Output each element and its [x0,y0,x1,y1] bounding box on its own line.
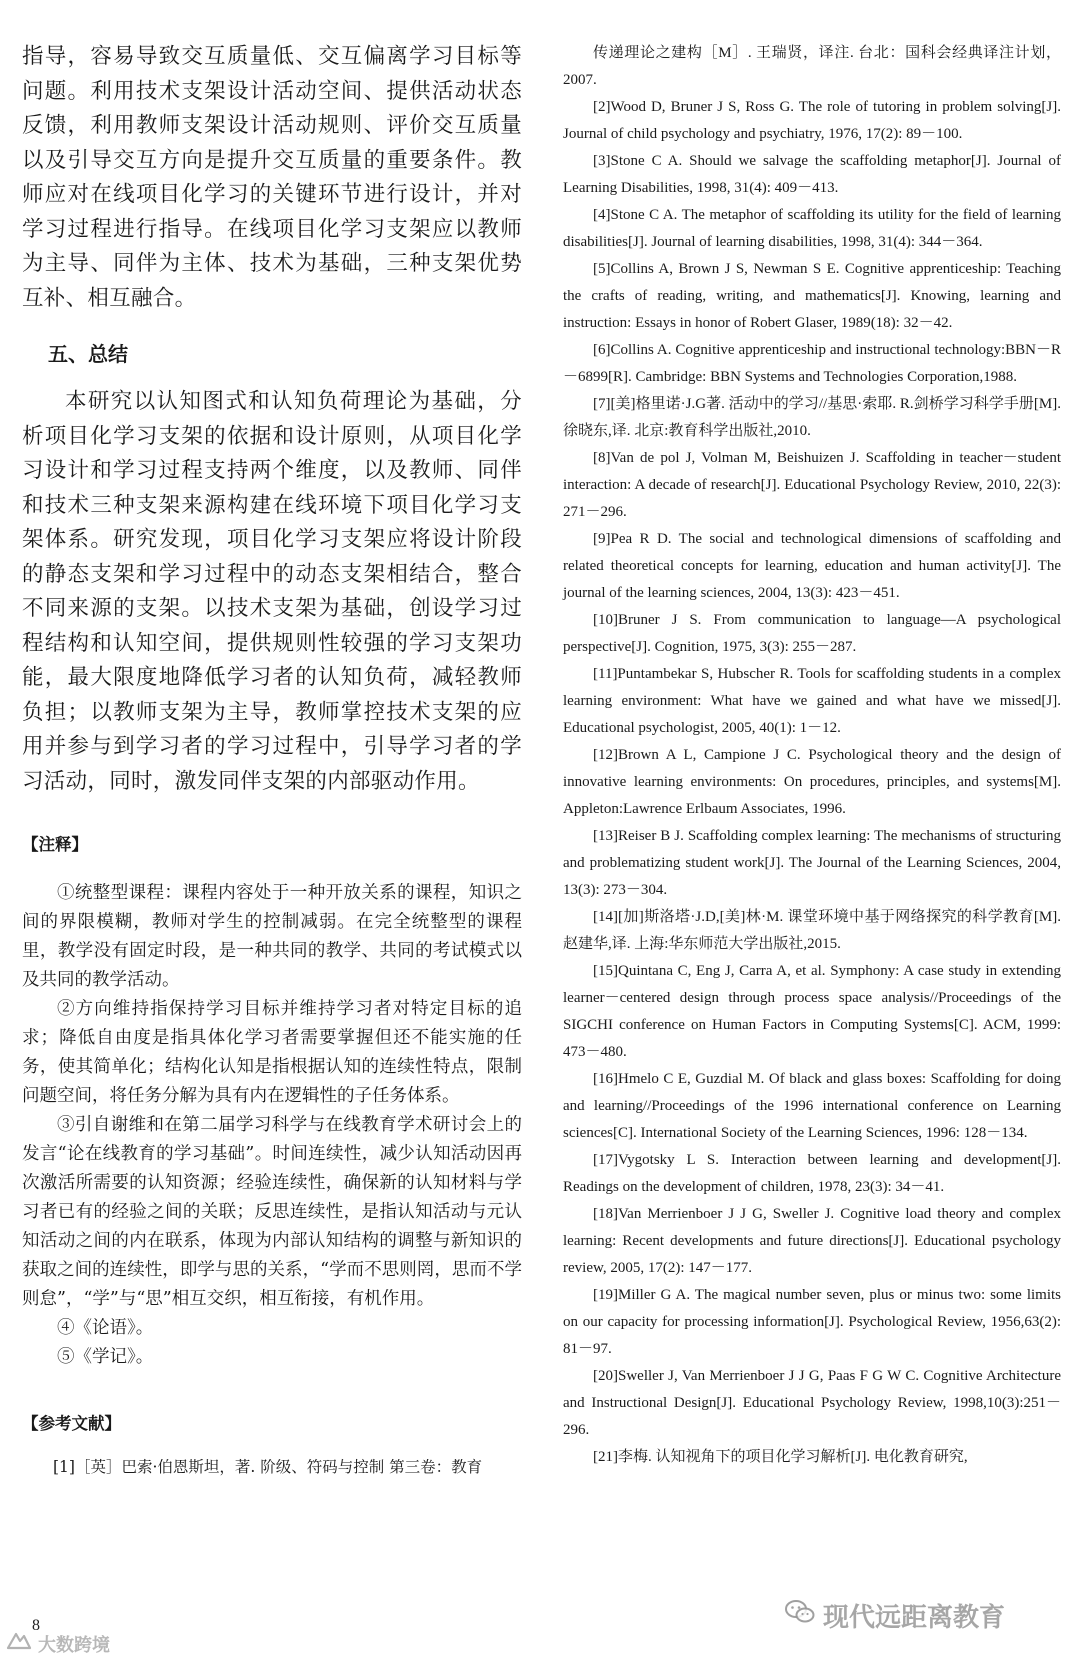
reference-item: [10]Bruner J S. From communication to language—A psychological perspective[J]. Cognition, 1975, 3(3): 255－287. [563,612,1061,655]
reference-item: [2]Wood D, Bruner J S, Ross G. The role of tutoring in problem solving[J]. Journal of child psychology and psychiatry, 1976, 17(2): 89－100. [563,99,1061,142]
watermark-logo-icon [6,1630,32,1657]
wechat-icon [785,1599,815,1632]
watermark-left-text: 大数跨境 [38,1634,110,1656]
reference-item: [18]Van Merrienboer J J G, Sweller J. Cognitive load theory and complex learning: Recent developments and future directions[J]. Educational psychology review, 2005, 17(2): 147－177. [563,1206,1061,1276]
reference-item: [21]李梅. 认知视角下的项目化学习解析[J]. 电化教育研究, [593,1449,968,1465]
reference-item: [8]Van de pol J, Volman M, Beishuizen J. Scaffolding in teacher－student interaction: A decade of research[J]. Educational Psychology Review, 2010, 22(3): 271－296. [563,450,1061,520]
reference-item: 传递理论之建构［M］. 王瑞贤，译注. 台北：国科会经典译注计划，2007. [563,45,1061,88]
page-number: 8 [32,1617,40,1634]
reference-item: [14][加]斯洛塔·J.D,[美]林·M. 课堂环境中基于网络探究的科学教育[M]. 赵建华,译. 上海:华东师范大学出版社,2015. [563,909,1061,952]
reference-item: [3]Stone C A. Should we salvage the scaffolding metaphor[J]. Journal of Learning Disabilities, 1998, 31(4): 409－413. [563,153,1061,196]
references-list [563,40,1061,1471]
notes-heading: 【注释】 [22,835,88,854]
summary-heading: 五、总结 [48,342,128,366]
reference-item: [13]Reiser B J. Scaffolding complex learning: The mechanisms of structuring and problematizing student work[J]. The Journal of the Learning Sciences, 2004, 13(3): 273－304. [563,828,1061,898]
note-item: ②方向维持指保持学习目标并维持学习者对特定目标的追求；降低自由度是指具体化学习者需要掌握但还不能实施的任务，使其简单化；结构化认知是指根据认知的连续性特点，限制问题空间，将任务分解为具有内在逻辑性的子任务体系。 [22,999,522,1106]
left-column [22,40,522,1481]
watermark-left [6,1630,110,1657]
reference-item: [11]Puntambekar S, Hubscher R. Tools for scaffolding students in a complex learning environment: What have we gained and what have we missed[J]. Educational psychologist, 2005, 40(1): 1－12. [563,666,1061,736]
note-item: ⑤《学记》。 [57,1347,154,1367]
watermark-right [785,1597,1005,1634]
reference-item: [19]Miller G A. The magical number seven, plus or minus two: some limits on our capacity for processing information[J]. Psychological Review, 1956,63(2): 81－97. [563,1287,1061,1357]
reference-item: [15]Quintana C, Eng J, Carra A, et al. Symphony: A case study in extending learner－centered design through process space analysis//Proceedings of the SIGCHI conference on Human Factors in Computing Systems[C]. ACM, 1999: 473－480. [563,963,1061,1060]
note-item: ④《论语》。 [57,1318,154,1338]
note-item: ①统整型课程：课程内容处于一种开放关系的课程，知识之间的界限模糊，教师对学生的控制减弱。在完全统整型的课程里，教学没有固定时段，是一种共同的教学、共同的考试模式以及共同的教学活动。 [22,883,522,990]
reference-item: [5]Collins A, Brown J S, Newman S E. Cognitive apprenticeship: Teaching the crafts of reading, writing, and mathematics[J]. Knowing, learning and instruction: Essays in honor of Robert Glaser, 1989(18): 32－42. [563,261,1061,331]
references-heading: 【参考文献】 [22,1414,121,1433]
reference-item: [6]Collins A. Cognitive apprenticeship and instructional technology:BBN－R－6899[R]. Cambridge: BBN Systems and Technologies Corporation,1988. [563,342,1061,385]
note-item: ③引自谢维和在第二届学习科学与在线教育学术研讨会上的发言“论在线教育的学习基础”。时间连续性，减少认知活动因再次激活所需要的认知资源；经验连续性，确保新的认知材料与学习者已有的经验之间的关联；反思连续性，是指认知活动与元认知活动之间的内在联系，体现为内部认知结构的调整与新知识的获取之间的连续性，即学与思的关系，“学而不思则罔，思而不学则怠”，“学”与“思”相互交织，相互衔接，有机作用。 [22,1115,522,1309]
watermark-right-text: 现代远距离教育 [823,1603,1006,1633]
right-column [563,40,1061,1471]
reference-item: [7][美]格里诺·J.G著. 活动中的学习//基思·索耶. R.剑桥学习科学手册[M]. 徐晓东,译. 北京:教育科学出版社,2010. [563,396,1061,439]
reference-item: [9]Pea R D. The social and technological dimensions of scaffolding and related theoretical concepts for learning, education and human activity[J]. The journal of the learning sciences, 2004, 13(3): 423－451. [563,531,1061,601]
reference-item: [12]Brown A L, Campione J C. Psychological theory and the design of innovative learning environments: On procedures, principles, and systems[M]. Appleton:Lawrence Erlbaum Associates, 1996. [563,747,1061,817]
reference-item: [20]Sweller J, Van Merrienboer J J G, Paas F G W C. Cognitive Architecture and Instructional Design[J]. Educational Psychology Review, 1998,10(3):251－296. [563,1368,1061,1438]
reference-item: [16]Hmelo C E, Guzdial M. Of black and glass boxes: Scaffolding for doing and learning//Proceedings of the 1996 international conference on Learning sciences[C]. International Society of the Learning Sciences, 1996: 128－134. [563,1071,1061,1141]
intro-paragraph: 指导，容易导致交互质量低、交互偏离学习目标等问题。利用技术支架设计活动空间、提供活动状态反馈，利用教师支架设计活动规则、评价交互质量以及引导交互方向是提升交互质量的重要条件。教师应对在线项目化学习的关键环节进行设计，并对学习过程进行指导。在线项目化学习支架应以教师为主导、同伴为主体、技术为基础，三种支架优势互补、相互融合。 [22,44,522,311]
reference-item: [1]［英］巴索·伯恩斯坦，著. 阶级、符码与控制 第三卷：教育 [53,1458,483,1476]
summary-paragraph: 本研究以认知图式和认知负荷理论为基础，分析项目化学习支架的依据和设计原则，从项目化学习设计和学习过程支持两个维度，以及教师、同伴和技术三种支架来源构建在线环境下项目化学习支架体系。研究发现，项目化学习支架应将设计阶段的静态支架和学习过程中的动态支架相结合，整合不同来源的支架。以技术支架为基础，创设学习过程结构和认知空间，提供规则性较强的学习支架功能，最大限度地降低学习者的认知负荷，减轻教师负担；以教师支架为主导，教师掌控技术支架的应用并参与到学习者的学习过程中，引导学习者的学习活动，同时，激发同伴支架的内部驱动作用。 [22,389,522,794]
reference-item: [17]Vygotsky L S. Interaction between learning and development[J]. Readings on the development of children, 1978, 23(3): 34－41. [563,1152,1061,1195]
notes-list [22,879,522,1372]
reference-item: [4]Stone C A. The metaphor of scaffolding its utility for the field of learning disabilities[J]. Journal of learning disabilities, 1998, 31(4): 344－364. [563,207,1061,250]
